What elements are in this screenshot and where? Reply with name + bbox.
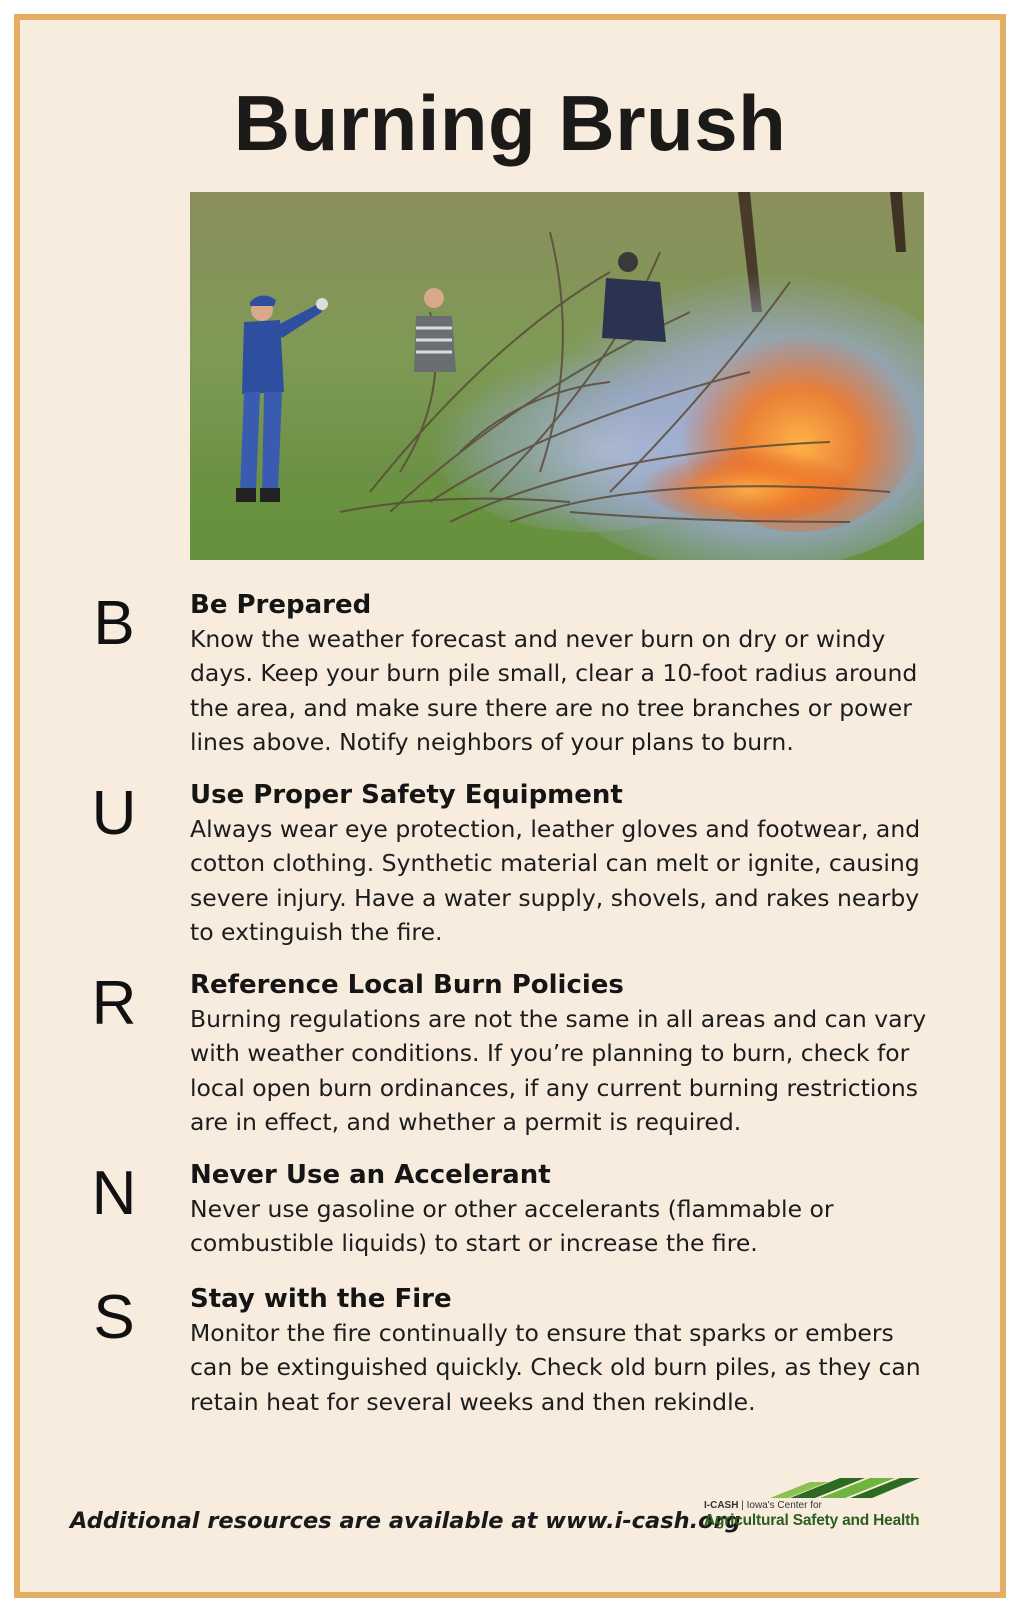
tip-line: severe injury. Have a water supply, shovels, and rakes nearby bbox=[190, 883, 920, 912]
tip-line: Monitor the fire continually to ensure that sparks or embers bbox=[190, 1319, 894, 1347]
resources-link-text: Additional resources are available at www.i-cash.org bbox=[70, 1508, 741, 1534]
page-title: Burning Brush bbox=[233, 79, 787, 167]
tip-body bbox=[190, 812, 942, 950]
tip-line: to extinguish the fire. bbox=[190, 918, 443, 947]
poster bbox=[14, 14, 1006, 1598]
tip-letter: B bbox=[93, 589, 135, 658]
tip-line: Know the weather forecast and never burn on dry or windy bbox=[190, 625, 886, 653]
tip-heading: Use Proper Safety Equipment bbox=[190, 780, 623, 810]
tip-heading: Reference Local Burn Policies bbox=[190, 970, 624, 1000]
tip-heading: Stay with the Fire bbox=[190, 1284, 452, 1314]
logo-abbr: I-CASH bbox=[704, 1500, 739, 1511]
tip-line: can be extinguished quickly. Check old burn piles, as they can bbox=[190, 1353, 921, 1382]
tip-letter: S bbox=[93, 1283, 135, 1352]
icash-logo bbox=[704, 1472, 940, 1534]
tip-line: local open burn ordinances, if any current burning restrictions bbox=[190, 1073, 918, 1102]
logo-name: Agricultural Safety and Health bbox=[704, 1512, 920, 1529]
tip-line: Burning regulations are not the same in all areas and can vary bbox=[190, 1005, 927, 1033]
tip-line: retain heat for several weeks and then rekindle. bbox=[190, 1387, 756, 1416]
burning-brush-photo bbox=[190, 192, 924, 560]
tip-heading: Never Use an Accelerant bbox=[190, 1160, 551, 1190]
tip-body bbox=[190, 1002, 942, 1140]
logo-subtitle: I-CASH | Iowa's Center for bbox=[704, 1500, 822, 1511]
tip-letter: R bbox=[91, 969, 137, 1038]
tip-body bbox=[190, 1316, 942, 1419]
field-stripes-icon bbox=[770, 1472, 920, 1500]
tip-heading: Be Prepared bbox=[190, 590, 372, 620]
tip-line: Never use gasoline or other accelerants (flammable or bbox=[190, 1195, 834, 1223]
logo-line1: Iowa's Center for bbox=[746, 1500, 822, 1511]
tip-letter: N bbox=[91, 1159, 137, 1228]
tip-body bbox=[190, 622, 942, 760]
tip-line: combustible liquids) to start or increase the fire. bbox=[190, 1229, 758, 1258]
tip-line: cotton clothing. Synthetic material can melt or ignite, causing bbox=[190, 849, 920, 878]
tip-line: are in effect, and whether a permit is required. bbox=[190, 1108, 742, 1137]
tip-line: lines above. Notify neighbors of your plans to burn. bbox=[190, 728, 794, 757]
tip-line: days. Keep your burn pile small, clear a 10-foot radius around bbox=[190, 659, 918, 688]
tip-letter: U bbox=[91, 779, 137, 848]
tip-body bbox=[190, 1192, 942, 1261]
tip-line: Always wear eye protection, leather gloves and footwear, and bbox=[190, 815, 921, 843]
tip-line: with weather conditions. If you’re planning to burn, check for bbox=[190, 1039, 910, 1068]
tip-line: the area, and make sure there are no tree branches or power bbox=[190, 693, 912, 722]
